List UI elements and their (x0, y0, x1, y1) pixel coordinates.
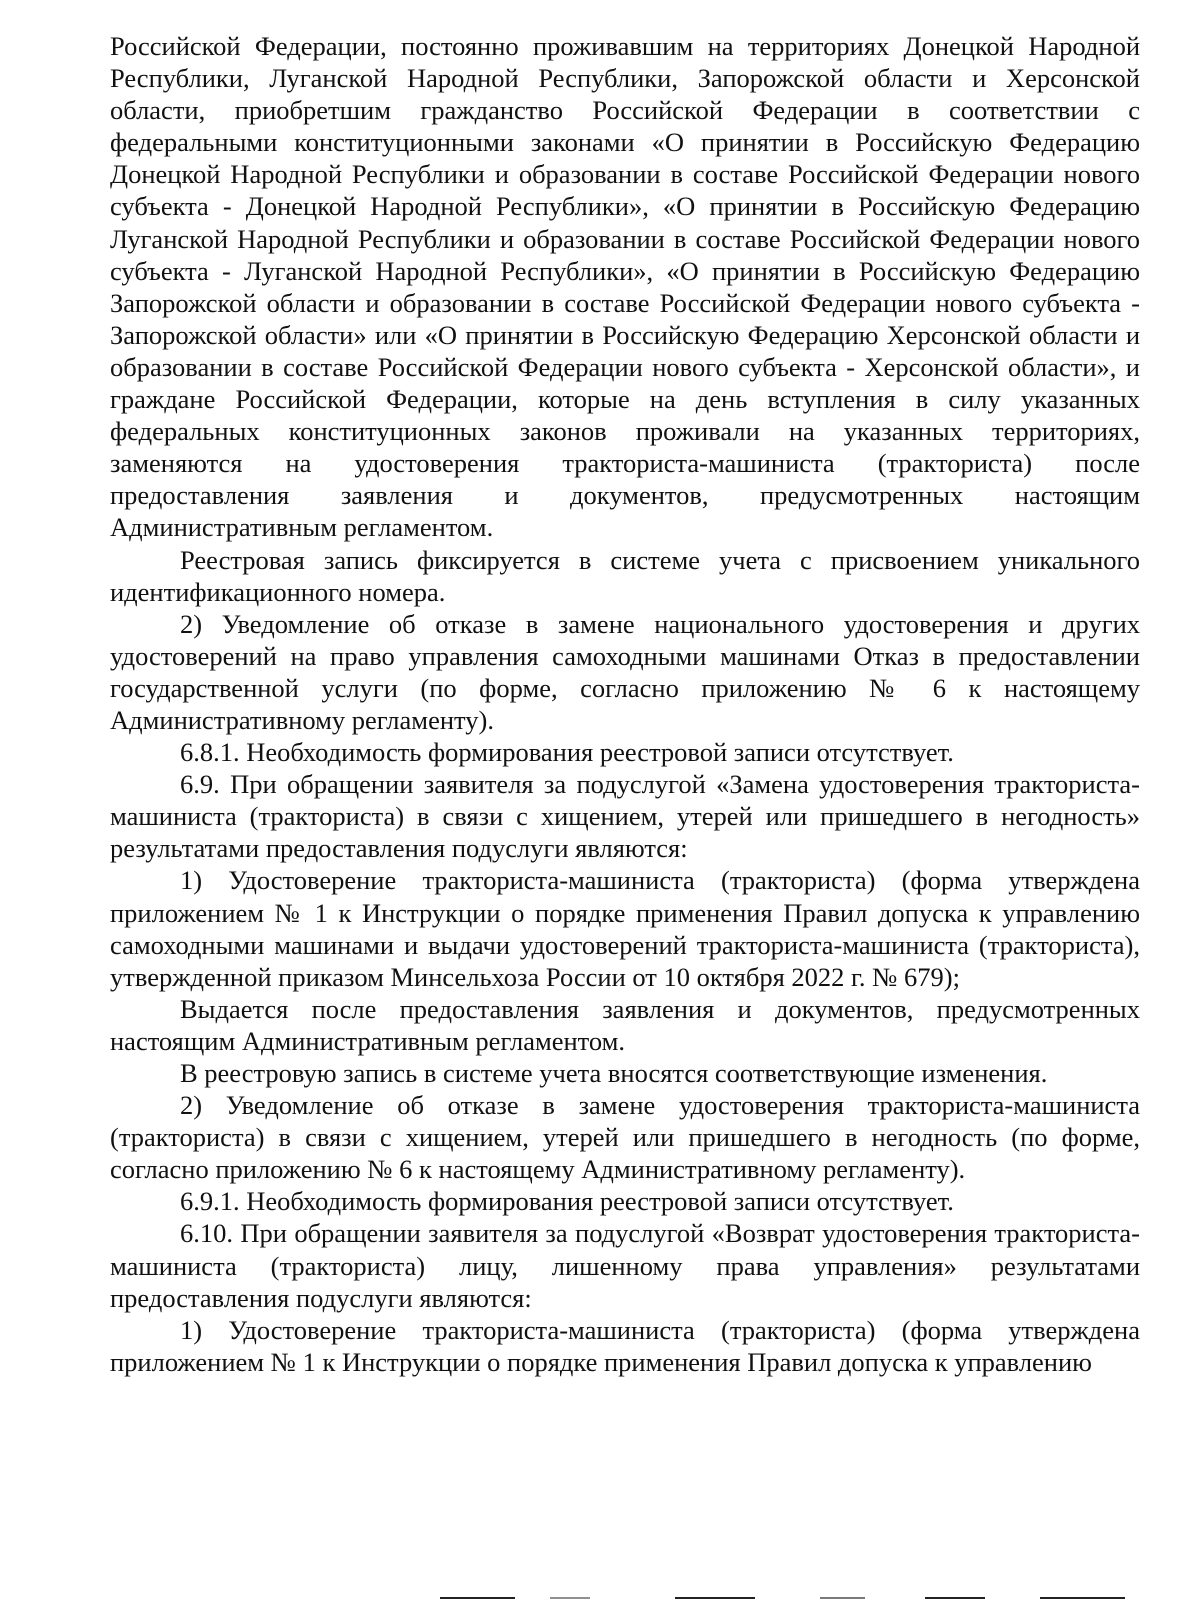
paragraph-1: Российской Федерации, постоянно проживавшим на территориях Донецкой Народной Республики, Луганской Народной Республики, Запорожской области и Херсонской области, приобретшим гражданство Российской Федерации в соответствии с федеральными конституционными законами «О принятии в Российскую Федерацию Донецкой Народной Республики и образовании в составе Российской Федерации нового субъекта - Донецкой Народной Республики», «О принятии в Российскую Федерацию Луганской Народной Республики и образовании в составе Российской Федерации нового субъекта - Луганской Народной Республики», «О принятии в Российскую Федерацию Запорожской области и образовании в составе Российской Федерации нового субъекта - Запорожской области» или «О принятии в Российскую Федерацию Херсонской области и образовании в составе Российской Федерации нового субъекта - Херсонской области», и граждане Российской Федерации, которые на день вступления в силу указанных федеральных конституционных законов проживали на указанных территориях, заменяются на удостоверения тракториста-машиниста (тракториста) после предоставления заявления и документов, предусмотренных настоящим Административным регламентом. (110, 31, 1140, 543)
paragraph-6: 1) Удостоверение тракториста-машиниста (тракториста) (форма утверждена приложением № 1 к Инструкции о порядке применения Правил допуска к управлению самоходными машинами и выдачи удостоверений тракториста-машиниста (тракториста), утвержденной приказом Минсельхоза России от 10 октября 2022 г. № 679); (110, 865, 1140, 992)
scan-line (1040, 1597, 1125, 1599)
paragraph-10: 6.9.1. Необходимость формирования реестровой записи отсутствует. (180, 1186, 954, 1217)
paragraph-3: 2) Уведомление об отказе в замене национального удостоверения и других удостоверений на право управления самоходными машинами Отказ в предоставлении государственной услуги (по форме, согласно приложению № 6 к настоящему Административному регламенту). (110, 608, 1140, 735)
scan-line (550, 1597, 590, 1599)
paragraph-5: 6.9. При обращении заявителя за подуслугой «Замена удостоверения тракториста-машиниста (тракториста) в связи с хищением, утерей или пришедшего в негодность» результатами предоставления подуслуги являются: (110, 769, 1140, 864)
paragraph-11: 6.10. При обращении заявителя за подуслугой «Возврат удостоверения тракториста-машиниста (тракториста) лицу, лишенному права управления» результатами предоставления подуслуги являются: (110, 1218, 1140, 1313)
paragraph-7: Выдается после предоставления заявления и документов, предусмотренных настоящим Административным регламентом. (110, 993, 1140, 1056)
scan-line (675, 1597, 755, 1599)
document-body (110, 30, 1140, 1378)
paragraph-8: В реестровую запись в системе учета вносятся соответствующие изменения. (180, 1058, 1048, 1088)
paragraph-4: 6.8.1. Необходимость формирования реестровой записи отсутствует. (180, 737, 954, 768)
paragraph-2: Реестровая запись фиксируется в системе учета с присвоением уникального идентификационного номера. (110, 544, 1140, 607)
scan-artifact-lines (0, 1585, 1200, 1605)
scan-line (440, 1597, 515, 1599)
paragraph-12: 1) Удостоверение тракториста-машиниста (тракториста) (форма утверждена приложением № 1 к Инструкции о порядке применения Правил допуска к управлению (110, 1314, 1140, 1377)
scan-line (925, 1597, 985, 1599)
scan-line (820, 1597, 865, 1599)
paragraph-9: 2) Уведомление об отказе в замене удостоверения тракториста-машиниста (тракториста) в связи с хищением, утерей или пришедшего в негодность (по форме, согласно приложению № 6 к настоящему Административному регламенту). (110, 1090, 1140, 1185)
